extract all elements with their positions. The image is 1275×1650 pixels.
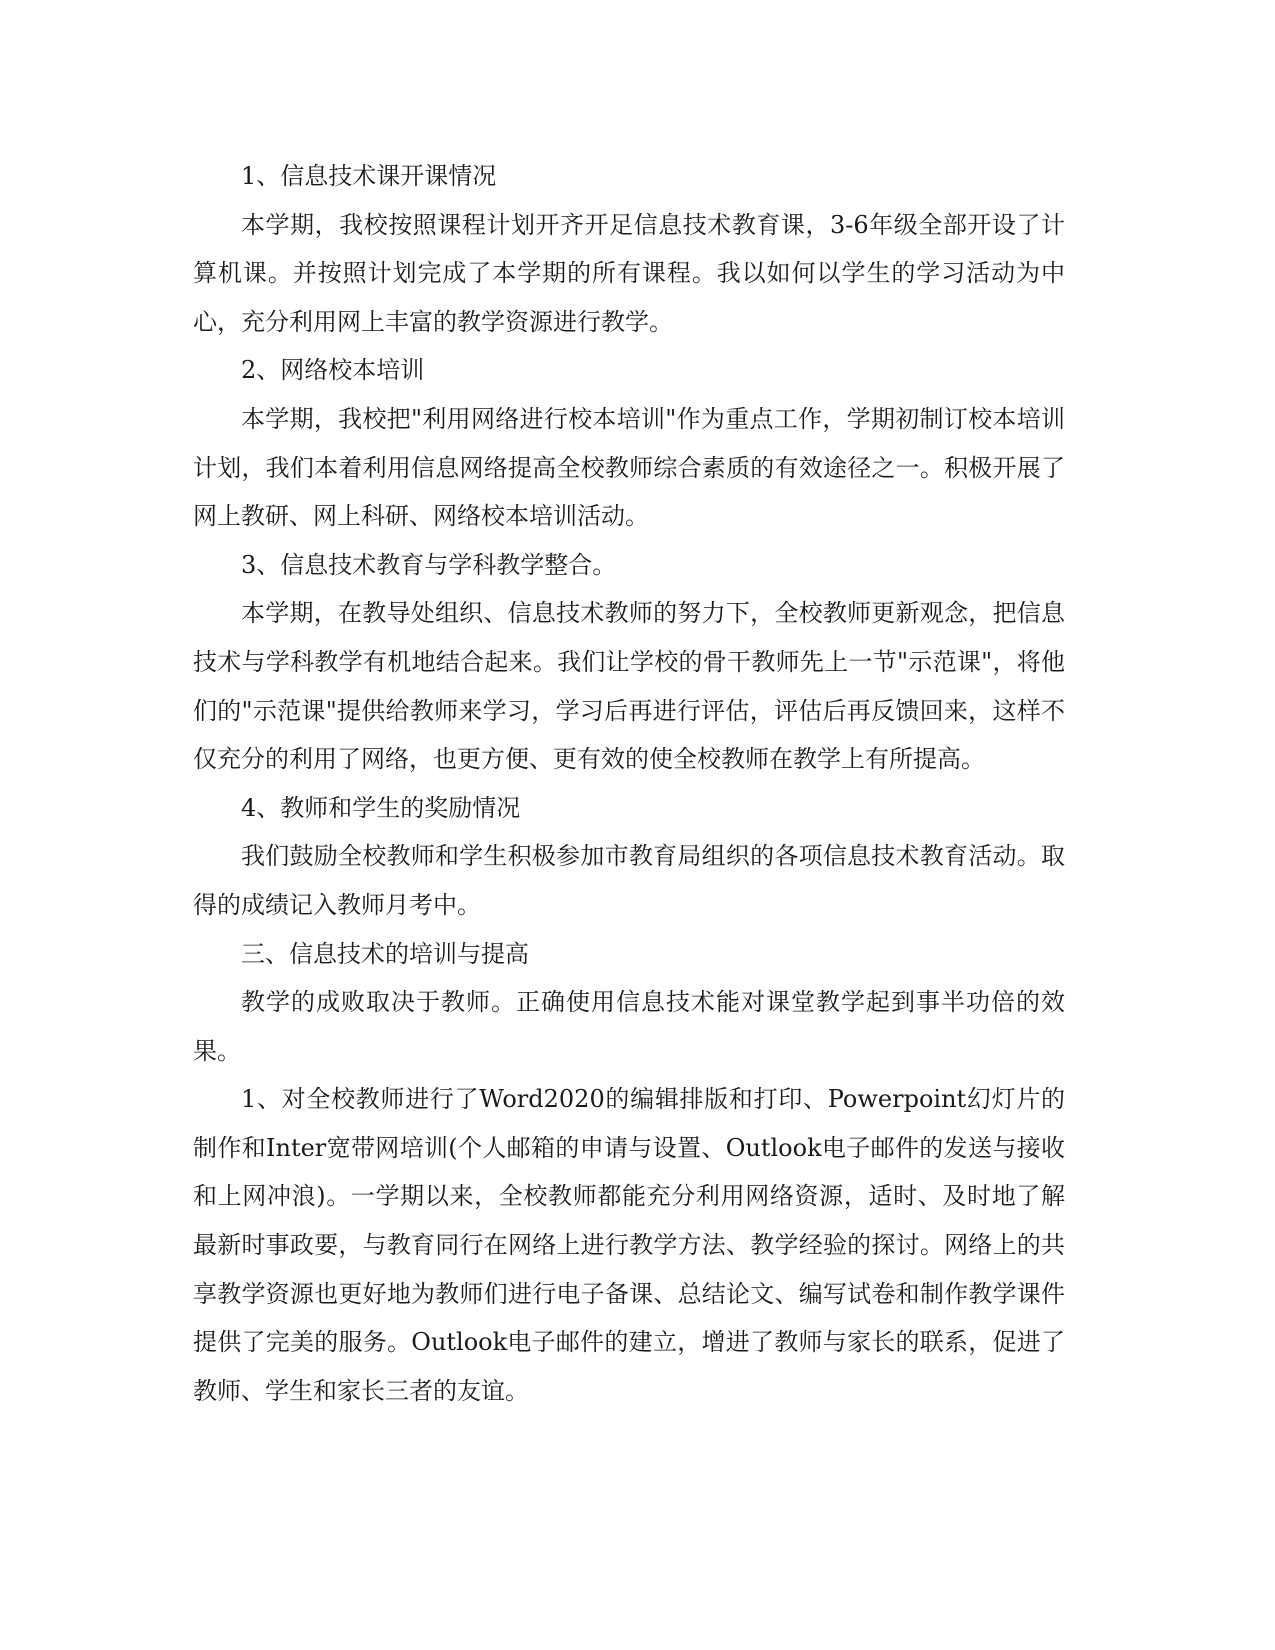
paragraph-training-intro: 教学的成败取决于教师。正确使用信息技术能对课堂教学起到事半功倍的效果。 [193,988,1065,1065]
section-heading-awards: 4、教师和学生的奖励情况 [241,793,521,822]
paragraph-course-status: 本学期，我校按照课程计划开齐开足信息技术教育课，3-6年级全部开设了计算机课。并按照计划完成了本学期的所有课程。我以如何以学生的学习活动为中心，充分利用网上丰富的教学资源进行教学。 [193,210,1065,336]
paragraph-awards: 我们鼓励全校教师和学生积极参加市教育局组织的各项信息技术教育活动。取得的成绩记入教师月考中。 [193,842,1065,919]
section-heading-training-improvement: 三、信息技术的培训与提高 [241,939,529,968]
section-heading-course-status: 1、信息技术课开课情况 [241,162,497,190]
paragraph-teacher-training: 1、对全校教师进行了Word2020的编辑排版和打印、Powerpoint幻灯片的制作和Inter宽带网培训(个人邮箱的申请与设置、Outlook电子邮件的发送与接收和上网冲浪)。一学期以来，全校教师都能充分利用网络资源，适时、及时地了解最新时事政要，与教育同行在网络上进行教学方法、教学经验的探讨。网络上的共享教学资源也更好地为教师们进行电子备课、总结论文、编写试卷和制作教学课件提供了完美的服务。Outlook电子邮件的建立，增进了教师与家长的联系，促进了教师、学生和家长三者的友谊。 [193,1085,1065,1405]
document-body [193,152,1065,1415]
paragraph-network-training: 本学期，我校把"利用网络进行校本培训"作为重点工作，学期初制订校本培训计划，我们本着利用信息网络提高全校教师综合素质的有效途径之一。积极开展了网上教研、网上科研、网络校本培训活动。 [193,404,1065,531]
section-heading-network-training: 2、网络校本培训 [241,356,425,385]
section-heading-integration: 3、信息技术教育与学科教学整合。 [241,550,617,579]
paragraph-integration: 本学期，在教导处组织、信息技术教师的努力下，全校教师更新观念，把信息技术与学科教学有机地结合起来。我们让学校的骨干教师先上一节"示范课"，将他们的"示范课"提供给教师来学习，学习后再进行评估，评估后再反馈回来，这样不仅充分的利用了网络，也更方便、更有效的使全校教师在教学上有所提高。 [193,599,1065,774]
